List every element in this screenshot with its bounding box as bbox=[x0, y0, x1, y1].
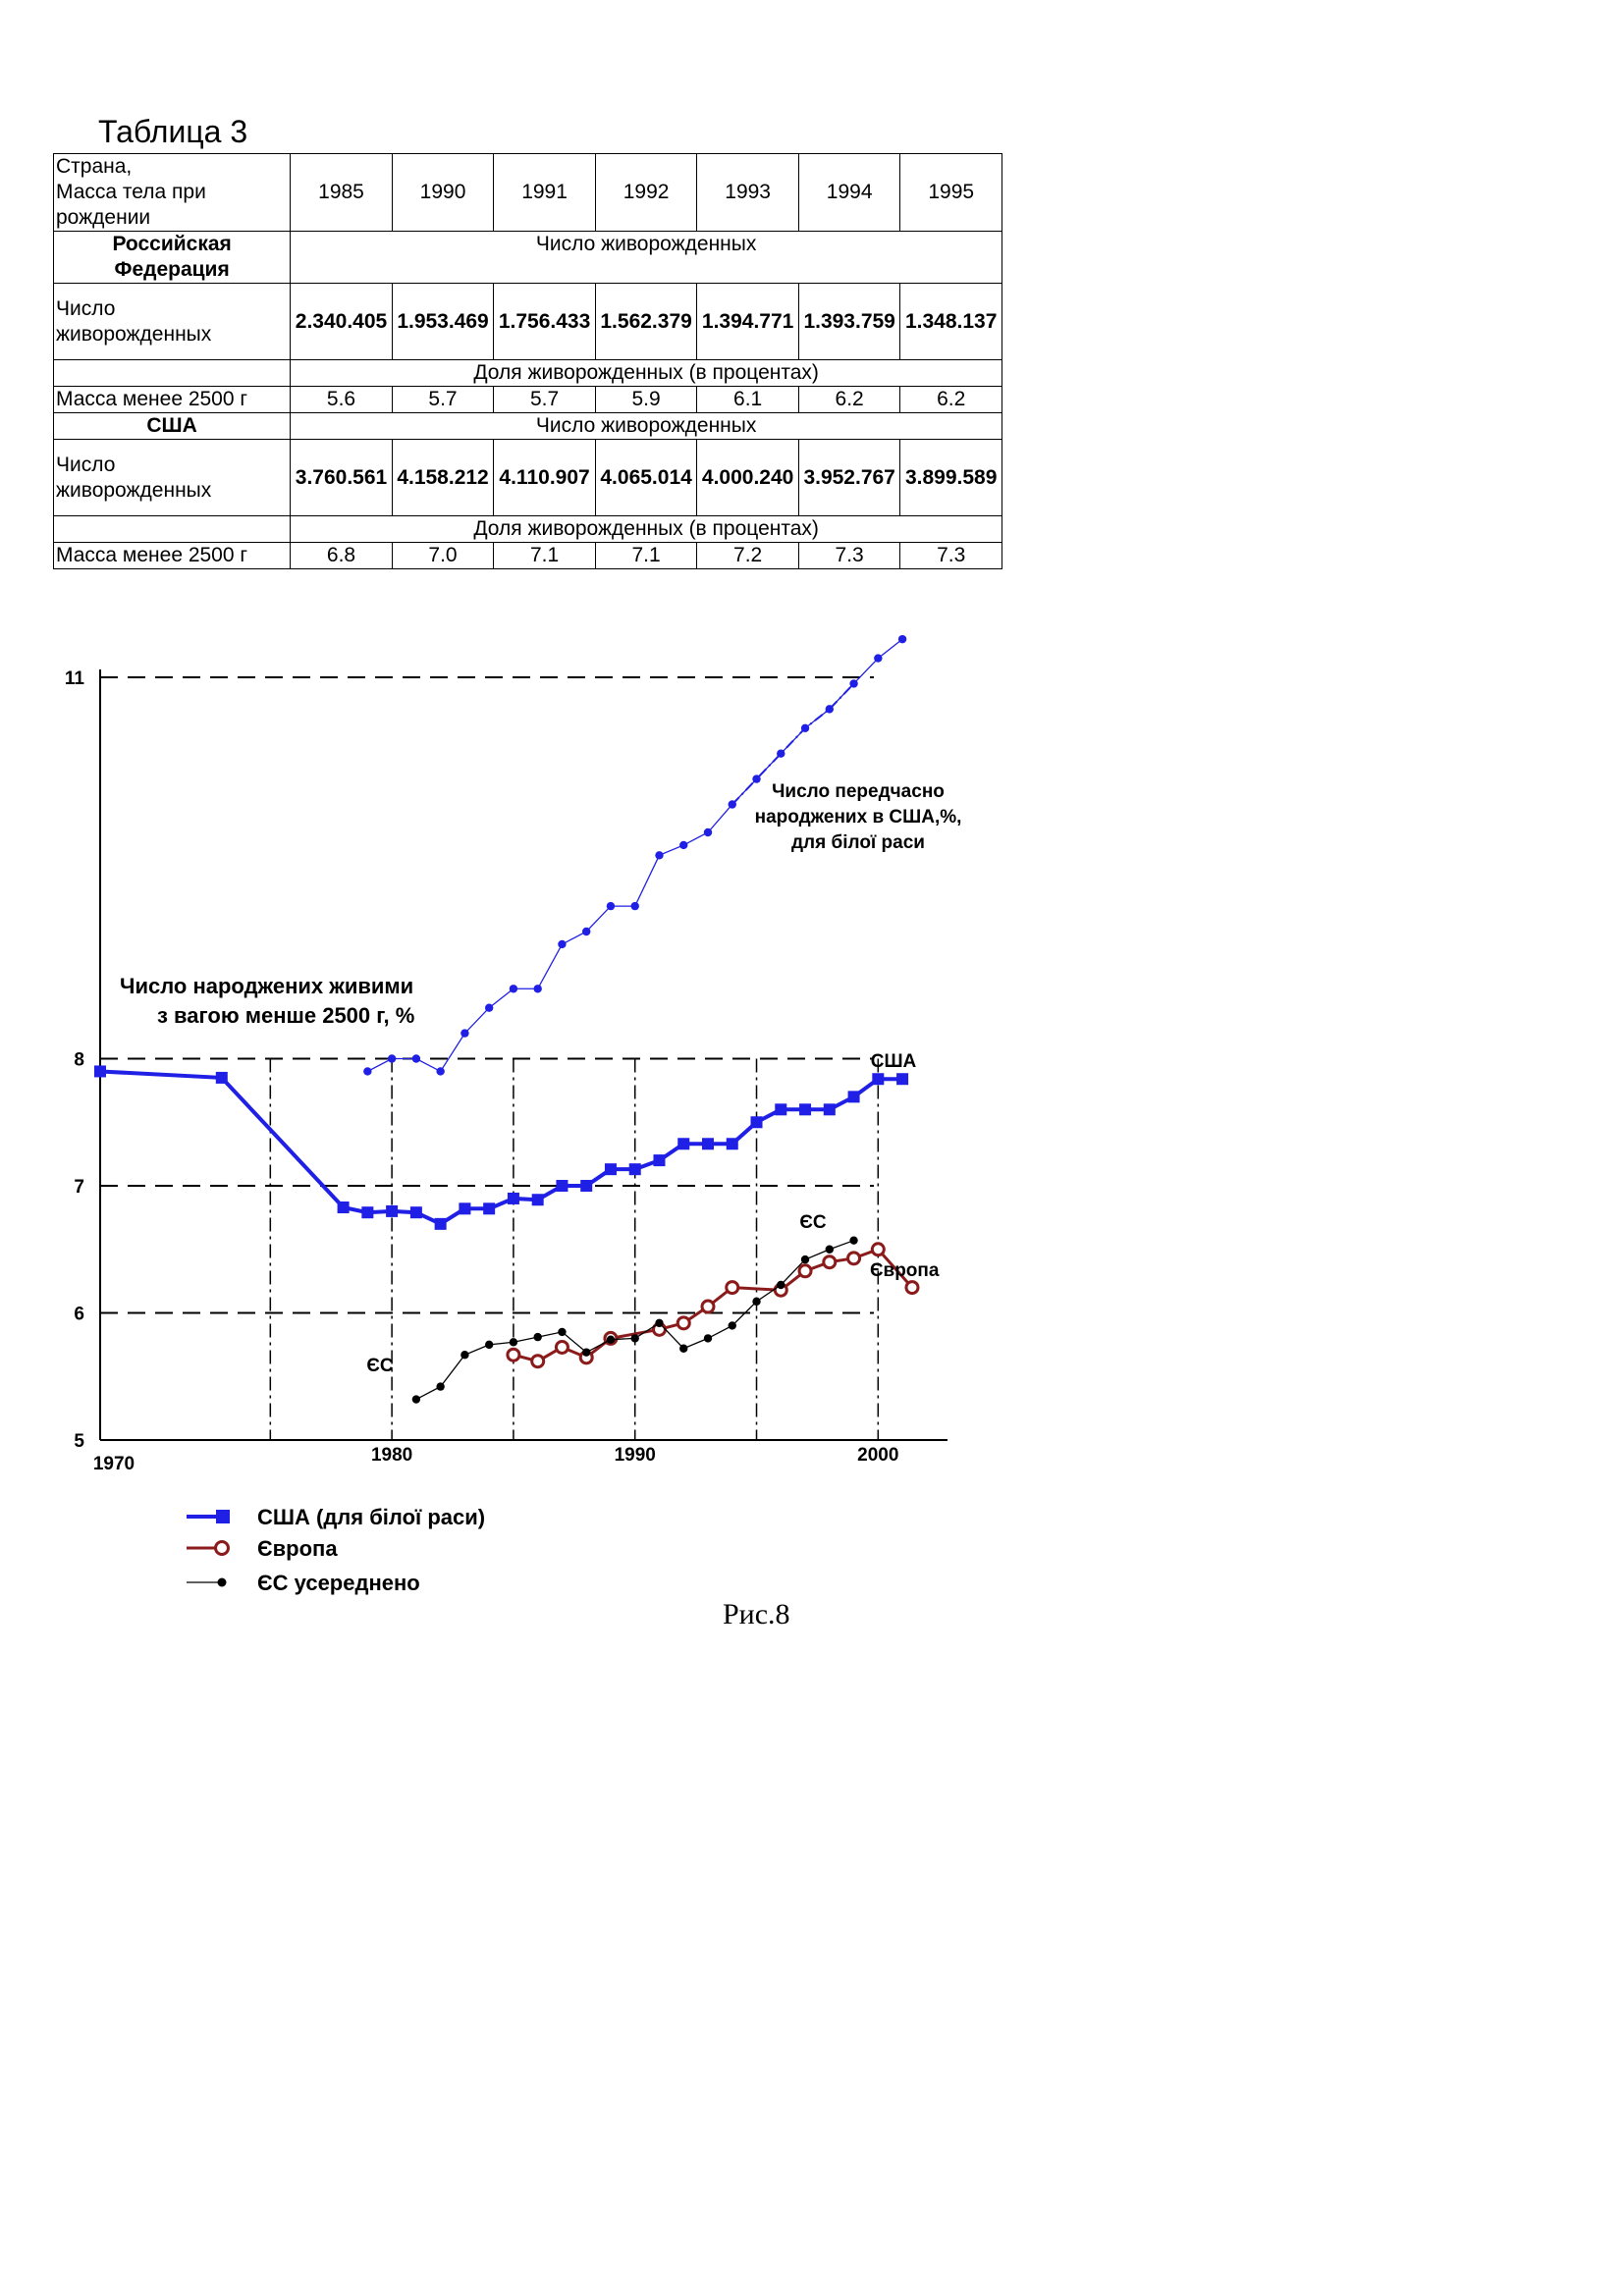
data-point-dot bbox=[801, 1255, 809, 1263]
data-point-ring bbox=[906, 1282, 918, 1294]
count-cell: 3.899.589 bbox=[900, 440, 1002, 516]
europe-series bbox=[508, 1244, 918, 1367]
data-point-dot bbox=[510, 985, 517, 992]
data-point-dot bbox=[558, 940, 566, 948]
year-header: 1990 bbox=[392, 154, 494, 232]
shares-label: Масса менее 2500 г bbox=[54, 387, 291, 413]
preterm-label-line: Число передчасно bbox=[772, 781, 945, 802]
country-cell: США bbox=[54, 413, 291, 440]
chart-title-line: Число народжених живими bbox=[120, 974, 414, 998]
data-point-dot bbox=[729, 1321, 736, 1329]
data-point-dot bbox=[631, 1334, 639, 1342]
data-point-dot bbox=[485, 1003, 493, 1011]
data-point-dot bbox=[412, 1054, 420, 1062]
data-point-square bbox=[556, 1180, 568, 1192]
data-point-ring bbox=[532, 1356, 544, 1367]
data-point-dot bbox=[704, 1334, 712, 1342]
data-point-dot bbox=[533, 985, 541, 992]
data-point-dot bbox=[607, 902, 615, 910]
data-point-dot bbox=[460, 1351, 468, 1359]
share-cell: 7.1 bbox=[494, 543, 596, 569]
data-point-square bbox=[580, 1180, 592, 1192]
x-tick-label: 2000 bbox=[857, 1445, 899, 1466]
data-point-square bbox=[508, 1193, 519, 1204]
data-point-square bbox=[824, 1103, 836, 1115]
data-point-dot bbox=[388, 1054, 396, 1062]
data-point-square bbox=[872, 1073, 884, 1085]
data-point-dot bbox=[582, 928, 590, 935]
section-header: Число живорожденных bbox=[291, 413, 1002, 440]
eu-label-upper: ЄС bbox=[799, 1212, 827, 1233]
data-point-ring bbox=[848, 1253, 860, 1264]
data-point-ring bbox=[799, 1265, 811, 1277]
data-point-ring bbox=[727, 1282, 738, 1294]
data-point-ring bbox=[872, 1244, 884, 1255]
data-point-dot bbox=[558, 1328, 566, 1336]
counts-label-line: Число bbox=[56, 296, 116, 320]
data-point-dot bbox=[436, 1067, 444, 1075]
data-point-square bbox=[848, 1091, 860, 1102]
share-cell: 5.6 bbox=[291, 387, 393, 413]
share-cell: 7.1 bbox=[595, 543, 697, 569]
counts-label-line: Число bbox=[56, 453, 116, 476]
legend-label: ЄС усереднено bbox=[257, 1571, 420, 1595]
figure-caption: Рис.8 bbox=[723, 1598, 790, 1630]
data-point-dot bbox=[849, 1236, 857, 1244]
x-tick-label: 1990 bbox=[614, 1445, 656, 1466]
year-header: 1991 bbox=[494, 154, 596, 232]
data-point-square bbox=[361, 1206, 373, 1218]
data-point-square bbox=[386, 1205, 398, 1217]
data-point-square bbox=[410, 1206, 422, 1218]
legend-marker-square bbox=[216, 1510, 230, 1523]
data-point-square bbox=[702, 1138, 714, 1149]
share-cell: 7.3 bbox=[798, 543, 900, 569]
legend-entry bbox=[187, 1536, 338, 1561]
table-title: Таблица 3 bbox=[98, 114, 248, 149]
data-point-dot bbox=[777, 1281, 785, 1289]
share-cell: 6.2 bbox=[900, 387, 1002, 413]
count-cell: 1.393.759 bbox=[798, 284, 900, 360]
count-cell: 3.760.561 bbox=[291, 440, 393, 516]
data-point-dot bbox=[412, 1395, 420, 1403]
count-cell: 3.952.767 bbox=[798, 440, 900, 516]
data-point-square bbox=[532, 1194, 544, 1205]
data-point-dot bbox=[533, 1333, 541, 1341]
legend-marker-ring bbox=[216, 1542, 229, 1555]
year-header: 1994 bbox=[798, 154, 900, 232]
count-cell: 1.562.379 bbox=[595, 284, 697, 360]
data-point-dot bbox=[752, 1298, 760, 1306]
data-point-dot bbox=[631, 902, 639, 910]
count-cell: 4.158.212 bbox=[392, 440, 494, 516]
preterm-label-line: для білої раси bbox=[791, 832, 925, 853]
data-point-dot bbox=[460, 1029, 468, 1037]
data-point-dot bbox=[679, 841, 687, 849]
data-point-square bbox=[605, 1163, 617, 1175]
data-point-dot bbox=[898, 635, 906, 643]
share-cell: 7.3 bbox=[900, 543, 1002, 569]
share-cell: 7.0 bbox=[392, 543, 494, 569]
usa-series-line bbox=[100, 1071, 902, 1223]
data-point-square bbox=[338, 1201, 350, 1213]
chart-title-line: з вагою менше 2500 г, % bbox=[157, 1003, 415, 1028]
x-tick-label: 1980 bbox=[370, 1445, 413, 1466]
share-cell: 6.8 bbox=[291, 543, 393, 569]
data-point-square bbox=[94, 1065, 106, 1077]
legend-label: США (для білої раси) bbox=[257, 1505, 486, 1529]
count-cell: 1.394.771 bbox=[697, 284, 799, 360]
data-point-square bbox=[799, 1103, 811, 1115]
data-point-dot bbox=[607, 1335, 615, 1343]
preterm-label-line: народжених в США,%, bbox=[754, 807, 962, 828]
data-point-square bbox=[435, 1218, 447, 1230]
section-header: Число живорожденных bbox=[291, 232, 1002, 284]
count-cell: 4.065.014 bbox=[595, 440, 697, 516]
preterm-series bbox=[363, 635, 906, 1076]
counts-label-line: живорожденных bbox=[56, 322, 212, 346]
data-point-dot bbox=[874, 654, 882, 662]
eu-label-lower: ЄС bbox=[366, 1356, 394, 1376]
share-cell: 6.1 bbox=[697, 387, 799, 413]
y-tick-label: 6 bbox=[74, 1304, 84, 1325]
y-tick-label: 5 bbox=[74, 1431, 84, 1452]
data-point-ring bbox=[556, 1341, 568, 1353]
count-cell: 4.110.907 bbox=[494, 440, 596, 516]
preterm-series-line bbox=[367, 639, 902, 1071]
count-cell: 1.348.137 bbox=[900, 284, 1002, 360]
data-point-dot bbox=[655, 1319, 663, 1327]
year-header: 1993 bbox=[697, 154, 799, 232]
data-point-dot bbox=[436, 1382, 444, 1390]
count-cell: 1.756.433 bbox=[494, 284, 596, 360]
share-cell: 7.2 bbox=[697, 543, 799, 569]
header-label-line: Страна, bbox=[56, 155, 133, 178]
usa-series bbox=[94, 1065, 908, 1229]
data-point-dot bbox=[679, 1345, 687, 1353]
data-point-square bbox=[896, 1073, 908, 1085]
year-header: 1992 bbox=[595, 154, 697, 232]
y-tick-label: 11 bbox=[64, 668, 84, 689]
section-header: Доля живорожденных (в процентах) bbox=[291, 360, 1002, 387]
country-name-line: Федерация bbox=[114, 258, 230, 281]
y-tick-label: 7 bbox=[74, 1177, 84, 1198]
shares-label: Масса менее 2500 г bbox=[54, 543, 291, 569]
header-label-line: рождении bbox=[56, 206, 151, 229]
data-point-square bbox=[629, 1163, 641, 1175]
section-header: Доля живорожденных (в процентах) bbox=[291, 516, 1002, 543]
data-point-square bbox=[751, 1116, 763, 1128]
data-point-dot bbox=[485, 1341, 493, 1349]
data-point-square bbox=[483, 1202, 495, 1214]
data-point-ring bbox=[677, 1317, 689, 1329]
share-cell: 5.7 bbox=[392, 387, 494, 413]
data-point-dot bbox=[582, 1348, 590, 1356]
count-cell: 1.953.469 bbox=[392, 284, 494, 360]
y-tick-label: 8 bbox=[74, 1049, 84, 1071]
data-point-dot bbox=[826, 1246, 834, 1254]
counts-label-line: живорожденных bbox=[56, 478, 212, 502]
header-label-line: Масса тела при bbox=[56, 181, 206, 203]
year-header: 1985 bbox=[291, 154, 393, 232]
count-cell: 4.000.240 bbox=[697, 440, 799, 516]
legend-entry bbox=[187, 1571, 420, 1595]
legend-marker-dot bbox=[218, 1578, 227, 1587]
share-cell: 5.9 bbox=[595, 387, 697, 413]
x-tick-label: 1970 bbox=[92, 1454, 135, 1474]
usa-label: США bbox=[870, 1051, 917, 1072]
data-point-ring bbox=[824, 1256, 836, 1268]
year-header: 1995 bbox=[900, 154, 1002, 232]
share-cell: 6.2 bbox=[798, 387, 900, 413]
legend-entry bbox=[187, 1505, 485, 1529]
data-point-square bbox=[677, 1138, 689, 1149]
data-point-square bbox=[775, 1103, 786, 1115]
data-point-square bbox=[727, 1138, 738, 1149]
legend-label: Європа bbox=[257, 1536, 338, 1561]
country-name-line: Российская bbox=[112, 233, 232, 255]
data-point-dot bbox=[704, 828, 712, 836]
data-point-square bbox=[653, 1154, 665, 1166]
data-point-dot bbox=[363, 1067, 371, 1075]
data-point-dot bbox=[655, 851, 663, 859]
data-point-dot bbox=[510, 1338, 517, 1346]
data-point-square bbox=[216, 1072, 228, 1084]
data-point-ring bbox=[702, 1301, 714, 1312]
data-point-ring bbox=[508, 1349, 519, 1361]
europe-label: Європа bbox=[870, 1260, 940, 1281]
count-cell: 2.340.405 bbox=[291, 284, 393, 360]
data-point-square bbox=[459, 1202, 470, 1214]
share-cell: 5.7 bbox=[494, 387, 596, 413]
